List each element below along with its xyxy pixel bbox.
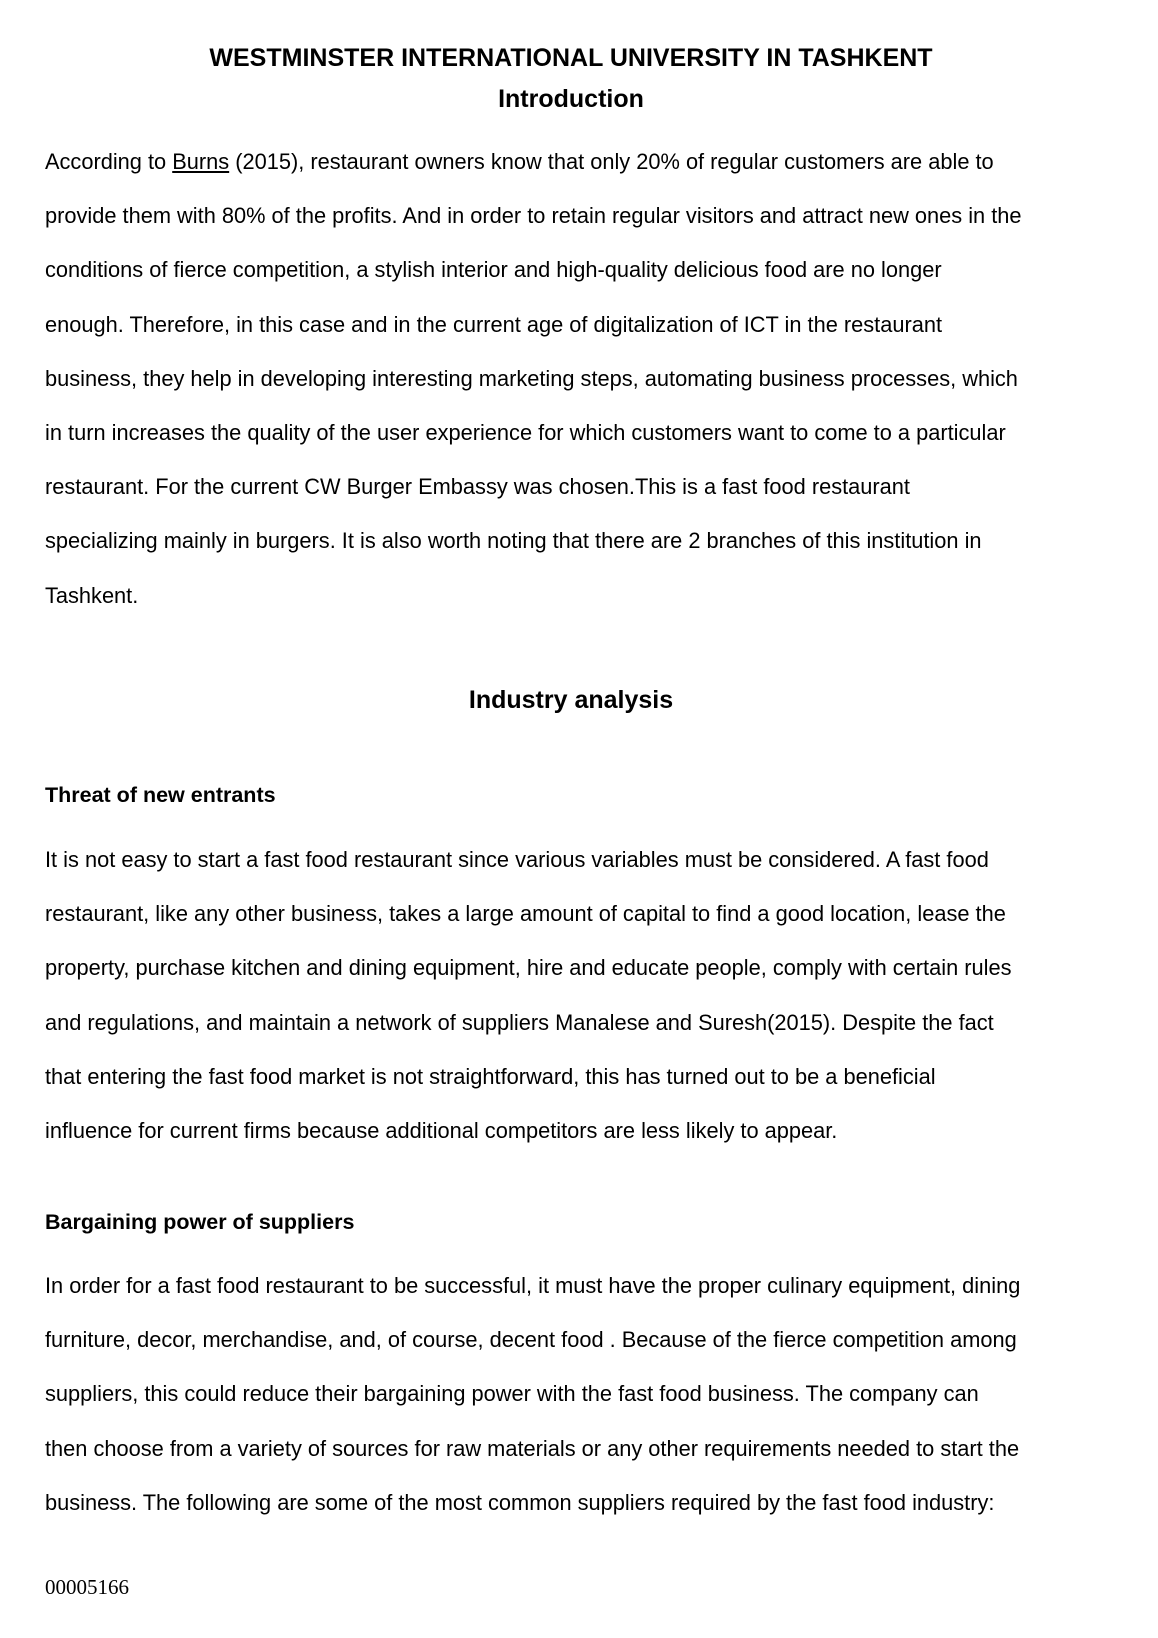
paragraph-line: that entering the fast food market is not straightforward, this has turned out to be a beneficial [45,1063,936,1089]
bargaining-power-of-suppliers-heading: Bargaining power of suppliers [45,1210,355,1234]
paragraph-line: enough. Therefore, in this case and in the current age of digitalization of ICT in the restaurant [45,311,943,337]
paragraph-line: It is not easy to start a fast food restaurant since various variables must be considered. A fast food [45,847,989,872]
threat-of-new-entrants-heading: Threat of new entrants [45,783,276,807]
paragraph-line: restaurant. For the current CW Burger Embassy was chosen.This is a fast food restaurant [45,474,910,500]
paragraph-line: provide them with 80% of the profits. And in order to retain regular visitors and attract new ones in the [45,203,1022,229]
bargaining-power-of-suppliers-paragraph [45,1273,1125,1544]
paragraph-line: suppliers, this could reduce their bargaining power with the fast food business. The company can [45,1381,979,1407]
paragraph-line: property, purchase kitchen and dining equipment, hire and educate people, comply with certain rules [45,955,1012,981]
university-title: WESTMINSTER INTERNATIONAL UNIVERSITY IN TASHKENT [209,44,933,72]
introduction-heading: Introduction [498,85,644,113]
paragraph-line: conditions of fierce competition, a stylish interior and high-quality delicious food are no longer [45,257,942,283]
citation-link-burns[interactable]: Burns [172,149,230,174]
paragraph-line: Tashkent. [45,582,139,608]
paragraph-line: furniture, decor, merchandise, and, of course, decent food . Because of the fierce competition among [45,1327,1017,1353]
introduction-paragraph [45,149,1125,637]
paragraph-line: then choose from a variety of sources for raw materials or any other requirements needed to start the [45,1435,1020,1461]
paragraph-line: influence for current firms because additional competitors are less likely to appear. [45,1117,838,1143]
industry-analysis-heading: Industry analysis [468,686,674,714]
text-run: According to [45,149,173,174]
text-run: (2015), restaurant owners know that only 20% of regular customers are able to [229,149,994,174]
paragraph-line: business. The following are some of the most common suppliers required by the fast food industry: [45,1489,995,1515]
paragraph-line: in turn increases the quality of the user experience for which customers want to come to a particular [45,419,1006,445]
paragraph-line: restaurant, like any other business, takes a large amount of capital to find a good location, lease the [45,901,1006,927]
student-id-footer: 00005166 [45,1575,129,1599]
paragraph-line: and regulations, and maintain a network of suppliers Manalese and Suresh(2015). Despite the fact [45,1009,994,1035]
paragraph-line [45,149,1125,203]
paragraph-line: In order for a fast food restaurant to be successful, it must have the proper culinary equipment, dining [45,1273,1021,1298]
threat-of-new-entrants-paragraph [45,847,1125,1172]
paragraph-line: specializing mainly in burgers. It is also worth noting that there are 2 branches of this institution in [45,528,982,554]
paragraph-line: business, they help in developing interesting marketing steps, automating business processes, which [45,365,1018,391]
